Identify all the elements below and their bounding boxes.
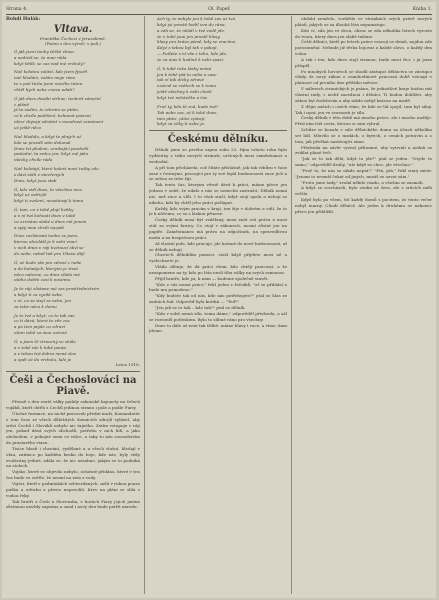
poem-line: z pláně: [14, 101, 29, 107]
article-paragraph: "Jen jak se to tak... kdo tak?" ptal se dělník.: [155, 304, 246, 310]
article-paragraph: Předseda na závěr vyzval přítomné, aby vytrvali a nedali se zviklat plané řeči.: [295, 144, 432, 156]
poem-line: Proč ty, kdo tě zná, bude tvá?: [157, 103, 219, 109]
article-paragraph: Přijď bratře, kde jsi, k nám — budeme společně stavět.: [155, 275, 269, 281]
poem-stanza: [14, 207, 140, 230]
article-paragraph: "Proto jsme tady," zvolal někdo vzadu, a všichni se zasmáli.: [301, 179, 424, 185]
article-paragraph: období zemřelo, rozšířilo ve stránkách svých právě nových plánů, jakých se za dlouhá léta nepamatuje.: [295, 16, 432, 27]
poem-line: a když ti za vysílá nebe,: [14, 292, 64, 298]
poem-line: a zdá se, že mládí v tvé vodě jde,: [157, 27, 226, 33]
poem-stanza: [157, 66, 287, 101]
poem-stanza: [157, 104, 287, 127]
poem-line: v ní, co se stojí za nebe, jen: [14, 297, 72, 303]
poem-stanza: [14, 286, 140, 309]
poem-line: to v poli tichu jsem nového tažen: [14, 81, 83, 87]
article-paragraph: Přesně v den svaté války padaly rakouské bajonety na čelech vojáků, kteří chtěli z Cechů jedinou stranu i pole a podle Piavy.: [6, 399, 140, 411]
page-number: Strana 4.: [6, 7, 28, 12]
poem-line: Je to ráji zůstane mé zas prostřednictvím: [14, 286, 100, 292]
poem-line: když tvé městečko a čas: [157, 94, 208, 100]
article-paragraph: Tak tento čas, kterými věrně dává k práci, máme přece jen jednou v sobě, že nikdo z nás se nenechá zastrašit. Dělník nemá nic, než ruce a vůli. I to však stačí, když stojí spolu a nebojí se nikoho, kdo by chtěl jeho práci pošlapat.: [149, 182, 287, 205]
poem-line: a sytý mne chvíli nazpět: [14, 224, 65, 230]
poem-line: a opět až do vrcholu, kde je: [14, 356, 72, 362]
poem-title: Vltava.: [53, 23, 93, 35]
section-divider: [6, 371, 140, 372]
poem-line: Dnes, když jsou stali: [14, 177, 57, 183]
poem-stanza: [14, 233, 140, 256]
poem-epigraph: (Psáno v den výročí, v poli.): [45, 40, 101, 46]
poem-line: poslední, ta srdce jen, když mě jako: [14, 151, 89, 157]
poem-line: nač hledám, volám moje ráno: [14, 75, 76, 81]
article-title: Českému dělníku.: [167, 134, 269, 146]
page-header: [6, 5, 432, 15]
poem-continuation: [149, 16, 287, 127]
poem-dedication: Františku Čechovi v Jeruzalémě.: [40, 35, 106, 41]
article-paragraph: Ať vlastní pole, kde pracuje, jde krásné do nové budoucnosti, ať se dělník nebojí.: [149, 240, 287, 252]
poem-line: a nedivíš se, že mne ráda: [14, 54, 67, 60]
article-paragraph: Z dějin našich i cizích víme, že kde se lid spojil, tam byl silný. Tak i nyní: jen ve svornosti je síla.: [295, 103, 432, 115]
poem-line: když těšíš, se zas nad mé vrcholy?: [14, 60, 85, 66]
article-paragraph: Kdo ví, zda jen ve dvou, obraz se zda několika letech vyroste do tvaru, který dnes jen slabě tušíme.: [295, 27, 432, 39]
poem-line: Ó, k tobě ruka lásky nemá: [157, 65, 212, 71]
article-paragraph: "Kdo z vás nemá práci," řekl jeden z řečníků, "ať se přihlásí a bude mu pomoženo.": [149, 281, 287, 293]
poem-line: Dnes tví plodem, vznikající pozdvihl: [14, 145, 89, 151]
article-paragraph: Dělník jsme se prvého srpnu roku 23. října tohoto roku byla vydávány z tisku nových stránek, určených mezi zaměstnanci a svobodní.: [149, 147, 287, 164]
article-paragraph: Chcete-li dělníkům pomoci, stačí když přijdete mezi ně a vyslechnete je.: [149, 252, 287, 264]
article-paragraph: Po mnohých hovorech se shodli zástupci dělnictva se zástupci vlády, že nový zákon o osmihodinové pracovní době vstoupí v platnost od prvního dne příštího měsíce.: [295, 68, 432, 86]
article-paragraph: "Kdo v sobě nemá sílu, tomu dáme," odpověděl předseda, a sál se rozezněl potleskem. Bylo to slibné ráno pro všechny.: [149, 310, 287, 322]
article-paragraph: Dnes to dále už není tak těžké: máme hlavy i ruce, a víme, kam jdeme.: [149, 322, 287, 334]
article-title: Češi a Čechoslováci na Piavě.: [9, 375, 137, 398]
poem-stanza: [14, 339, 140, 362]
poem-line: Ó, tam, co v tobě plují kvítky: [14, 207, 74, 213]
issue-number: Kniha 1.: [412, 7, 432, 12]
poem-line: vzácně ve světech se k tomu: [157, 83, 216, 89]
poem-line: všeho dobře cosi k novému: [14, 277, 71, 283]
poem-body: [6, 49, 140, 363]
newspaper-page: [2, 2, 436, 598]
column-rule: [144, 16, 145, 594]
poem-line: Ach ty, to nebylo jen k tobě zas už tvé,: [157, 16, 237, 21]
article-paragraph: Tak bratři z Čech a Slovenska, v horách Piavy jejich jména zůstanou navždy zapsána a snad i nový den bude patřit národu.: [6, 498, 140, 510]
poem-line: že za mne k hodině k nebi spasí.: [157, 56, 225, 62]
poem-line: když za věky ti nebe je.: [157, 121, 206, 127]
article-paragraph: V nálezech stranických je psáno, že jednotlivé kraje budou mít vlastní rady, v nichž zasednou i dělníci. Ti budou dohlížet, aby zákon byl dodržován a aby nikdo nebyl krácen na mzdě.: [295, 86, 432, 103]
poem-line: ještě všechny k nebi chodí: [157, 89, 212, 95]
poem-line: Ó, a jsem tě ztracený ve skále: [14, 338, 76, 344]
poem-line: Nač kolotou volání, kde jsem fysuří: [14, 69, 88, 75]
newspaper-name: Ol. Papež: [208, 7, 230, 12]
poem-line: Ó, až bude vše pro zdraví z nebe: [14, 259, 82, 265]
article-paragraph: Když bylo po všem, šel každý domů s pocitem, že tento večer nebyl marný. Chudí dělníci! Ale jeden k druhému se nakonec přece jen přiblížili.: [295, 197, 432, 214]
poem-line: když jsi prostě hodil ven do rána,: [157, 21, 226, 27]
article-paragraph: Vojsko, které se objevilo nebylo, ochotně přidáno, které v ten čas bude ve světle, že nesmí na zem z vody.: [6, 469, 140, 481]
column-rule: [291, 16, 292, 594]
article-continuation: [295, 16, 432, 215]
poem-line: já tu sedím, to vítrním se ptám,: [14, 107, 80, 113]
poem-line: s dáví stáli v otevřených: [14, 171, 65, 177]
poem-line: Nač kolotají, které bolest nové tužby zde: [14, 166, 99, 172]
poem-line: co vzrostou slabé a dnes mě jenom: [14, 218, 87, 224]
article-paragraph: Schůze se konala v sále dělnického domu za účasti několika set lidí. Mluvilo se o mzdách, o bytech, o cenách potravin a o tom, jak přečkat nastávající zimu.: [295, 127, 432, 144]
poem-line: Ó ják dnes dosáhi strhne, tenkrát vánoční: [14, 95, 101, 101]
poem-line: Nač hledala, a když to plných už: [14, 133, 82, 139]
poem-line: a s tebou tvá dobra nemá slov: [14, 350, 77, 356]
poem-line: Ó, kdo vidí dnes, to všechno moc: [14, 186, 83, 192]
poem-stanza: [14, 96, 140, 131]
poem-line: když už ostřejší: [14, 192, 47, 198]
poem-line: co k chvíle potěšení, kohnout pasivní: [14, 113, 91, 119]
poem-line: a v tobě vše k tobě pouta: [14, 344, 66, 350]
poem-line: Je to tvé a když, co to tak zas: [14, 312, 75, 318]
poem-line: — Pošlete s ní vše z toho, kdo jde,: [157, 51, 228, 57]
poem-line: když ti zvolení, neustávají k tomu: [14, 198, 84, 204]
poem-author: Bohdi Hulák:: [6, 17, 41, 22]
poem-line: Dnes rozháraná touha ve jsem,: [14, 233, 79, 239]
article-paragraph: A při tom přicházela, což čítáte příslušně, jak tak vzhůru v čase zase s čestnými, pracující pro ty své lepší budoucnosti zase jich a se sebou za tebe žijí.: [149, 164, 287, 182]
poem-line: Když s tebou byl tak v pokoji.: [157, 45, 218, 51]
article-paragraph: Čeští dělníci, kteří po letech práce vracejí se domů, najdou zde porozumění. Nebude již třeba bojovat o každé slovo, o každý den volna.: [295, 39, 432, 57]
poem-stanza: [14, 69, 140, 92]
article-paragraph: Každý, kdo svým pracím v kraji, ten žije v dobrém a vidí, že to je k něčemu, co se s láskou přinese.: [149, 205, 287, 217]
poem-line: už ještě něco: [14, 124, 42, 130]
poem-line: tam ptáci, ptáci zpívají,: [157, 115, 206, 121]
article-paragraph: "Jak se to tak dělá, když to jde?" ptal se jeden. "Nejde to samo," odpověděl druhý, "ale když se chce, jde všechno.": [295, 156, 432, 168]
poem-line: a v ní tvá kohoutí dnes v tobě: [14, 212, 76, 218]
poem-line: že v tobě jsou jen prostě hlasy,: [157, 33, 221, 39]
article-paragraph: Český dělník v této době má mnoho práce, ale i mnoho naděje. Před ním leží cesta, kterou si sám vybral.: [295, 115, 432, 127]
poem-line: hlasy pro krásu písně, kdy se vracíme,: [157, 39, 237, 45]
article-paragraph: A tak i ten, kdo dnes stojí stranou, bude moci říci: i já jsem přispěl.: [295, 56, 432, 68]
poem-signoff: Letos 1918.: [115, 362, 140, 368]
article-paragraph: "Kdy budete tak od nás, kde nás potřebujete?" ptal se hlas ze zadních řad. Odpověď byla krátká — "Teď!": [149, 293, 287, 305]
poem-stanza: [14, 166, 140, 184]
article-paragraph: Vláda slibuje, že dá práci všem, kdo chtějí pracovat, a že nezapomene na ty, kdo po léta nesli tíhu války na svých ramenou.: [149, 264, 287, 275]
article-body: [149, 147, 287, 334]
poem-line: a do bohatých, kterými je život: [14, 265, 78, 271]
poem-line: všecí zbývají odrážet v moudrost oznámení: [14, 119, 104, 125]
poem-stanza: [14, 313, 140, 336]
article-paragraph: Útočné formace, na nichž pracovali přední muži, Komandatér v tom čase ze všech důležitých domácích zdrojů vybízel, aby srdci Čechů i Slováků nebylo nic tajného. Zatím vstupuje v ráji jen, pokud dává svých obchodů, potřebu v nich lidí, a jako obchodem, v pokojné zemi ve válce, a taky to nás sousedstvím do prastarého stavu.: [6, 410, 140, 446]
poem-line: v nich dnes v ráji kvetoucí skví se: [14, 245, 84, 251]
article-body: [6, 399, 140, 510]
poem-line: a po tom pojde co zdraví: [14, 324, 65, 330]
poem-stanza: [14, 187, 140, 205]
poem-line: co ti dává, která to vítr zve: [14, 318, 70, 324]
poem-line: jen k tobě ptá to nebe a zase: [157, 71, 217, 77]
poem-stanza: [14, 49, 140, 67]
poem-line: všem tobě za mou vzácné: [14, 330, 67, 336]
poem-line: tak ví tak dívky zdravé: [157, 77, 204, 83]
poem-stanza: [14, 134, 140, 163]
article-paragraph: A když se rozcházeli, bylo venku už šero, ale v srdcích měli světlo.: [295, 185, 432, 197]
poem-stanza: [14, 260, 140, 283]
article-paragraph: Český dělník musí být vzdělaný, musí znát svá práva a musí stát za svými bratry. Co stojí v zákonech, nesmí zůstat jen na papíře. Zaměstnanec má právo na odpočinek, na spravedlivou mzdu a na bezpečnou práci.: [149, 217, 287, 240]
poem-line: všecky chvíle ráda: [14, 157, 53, 163]
poem-line: něco nalezne, co dnes vláda má: [14, 271, 80, 277]
poem-line: kde se pravdě sám dokonal: [14, 139, 71, 145]
column-2: [149, 16, 287, 594]
article-paragraph: "Proč to, že nás se nikdo neptá?" "Ptá, ptá," řekl starý mistr. "Jenom to nesmíš čekat od jiných, musíš se ozvat sám.": [295, 167, 432, 179]
article-paragraph: Tisíce hlasů i chování, vydělané a u všech slušní, hledají v ohni, zatímco po každém kroku do boje, kde nás, byly vždy zvolávány jediné, zdála se, že nic nezahne, jakým se to podniká na stolech.: [6, 445, 140, 469]
poem-line: Ó ják jsem touhy těžké vlnou: [14, 48, 74, 54]
column-3: [295, 16, 432, 594]
article-paragraph: Vojáci, kteří v podmínkách sebevzdaných, měli v rukou pouze pušku a odvahu a přesto nepovolili. Krev na pláni se slila s vodou řeky.: [6, 481, 140, 498]
poem-line: chtěl bych nebe znovu udati?: [14, 86, 75, 92]
column-1: [6, 16, 140, 594]
poem-line: za tebe něco k domu: [14, 303, 57, 309]
poem-line: kterou obzvlášť je k nebi vrací: [14, 239, 77, 245]
poem-line: Tak nebe zas, až k tobě dnes,: [157, 109, 218, 115]
section-divider: [149, 130, 287, 131]
poem-line: do nebe, neboť tak pro Vltavu dějí: [14, 251, 85, 256]
poem-stanza: [157, 16, 287, 63]
